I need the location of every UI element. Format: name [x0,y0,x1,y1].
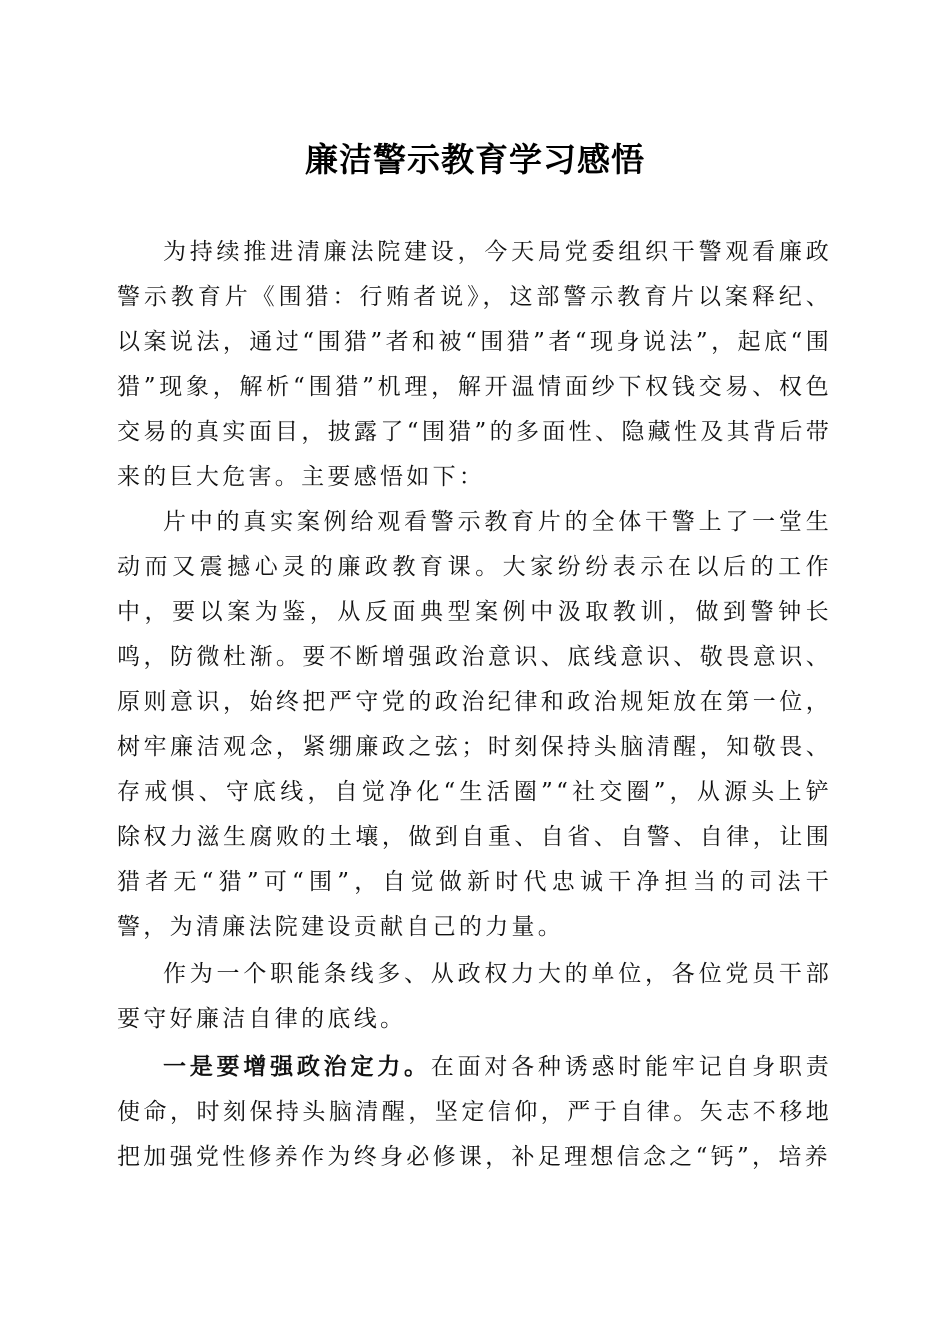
document-title: 廉洁警示教育学习感悟 [305,140,645,179]
paragraph-point-one [117,1044,832,1180]
paragraph-intro: 为持续推进清廉法院建设，今天局党委组织干警观看廉政警示教育片《围猎：行贿者说》，这部警示教育片以案释纪、以案说法，通过“围猎”者和被“围猎”者“现身说法”，起底“围猎”现象，解析“围猎”机理，解开温情面纱下权钱交易、权色交易的真实面目，披露了“围猎”的多面性、隐藏性及其背后带来的巨大危害。主要感悟如下： [117,239,832,490]
paragraph-reflection: 片中的真实案例给观看警示教育片的全体干警上了一堂生动而又震撼心灵的廉政教育课。大家纷纷表示在以后的工作中，要以案为鉴，从反面典型案例中汲取教训，做到警钟长鸣，防微杜渐。要不断增强政治意识、底线意识、敬畏意识、原则意识，始终把严守党的政治纪律和政治规矩放在第一位，树牢廉洁观念，紧绷廉政之弦；时刻保持头脑清醒，知敬畏、存戒惧、守底线，自觉净化“生活圈”“社交圈”，从源头上铲除权力滋生腐败的土壤，做到自重、自省、自警、自律，让围猎者无“猎”可“围”，自觉做新时代忠诚干净担当的司法干警，为清廉法院建设贡献自己的力量。 [117,509,832,940]
point-one-text: 在面对各种诱惑时能牢记自身职责使命，时刻保持头脑清醒，坚定信仰，严于自律。矢志不移地把加强党性修养作为终身必修课，补足理想信念之“钙”，培养 [117,1054,833,1170]
paragraph-duty: 作为一个职能条线多、从政权力大的单位，各位党员干部要守好廉洁自律的底线。 [117,961,832,1032]
point-one-lead: 一是要增强政治定力。 [163,1053,431,1080]
document-body [117,230,832,1180]
